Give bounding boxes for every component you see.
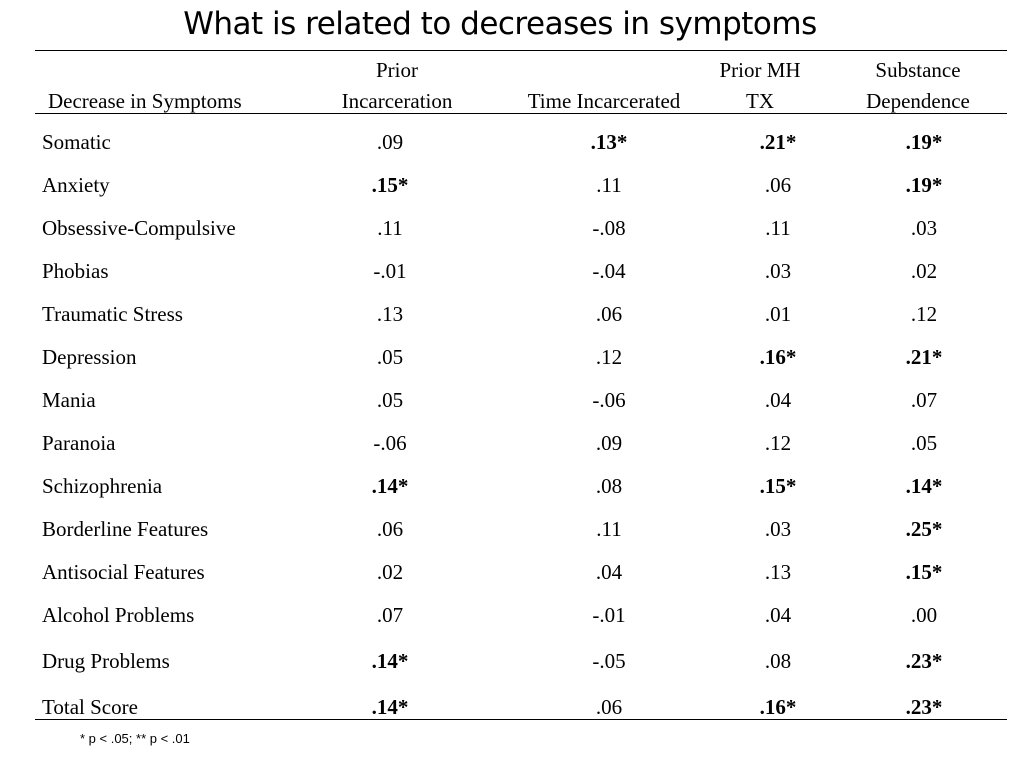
row-value: .02 xyxy=(910,259,938,283)
row-value: .00 xyxy=(910,603,938,627)
header-prior-incarceration-line2: Incarceration xyxy=(341,89,453,113)
row-value: .16* xyxy=(759,345,797,369)
row-value: .12 xyxy=(595,345,623,369)
row-value: .04 xyxy=(764,603,792,627)
slide-title: What is related to decreases in symptoms xyxy=(183,6,817,42)
row-value: .03 xyxy=(764,517,792,541)
table-row xyxy=(0,299,1024,329)
row-value: .14* xyxy=(371,695,409,719)
row-value: .07 xyxy=(910,388,938,412)
row-value: .06 xyxy=(595,695,623,719)
row-value: .23* xyxy=(905,695,943,719)
table-row xyxy=(0,256,1024,286)
row-value: .06 xyxy=(376,517,404,541)
row-label: Mania xyxy=(42,388,96,412)
row-value: .16* xyxy=(759,695,797,719)
row-value: -.06 xyxy=(373,431,407,455)
row-value: .25* xyxy=(905,517,943,541)
table-row xyxy=(0,600,1024,630)
table-row xyxy=(0,170,1024,200)
row-value: .08 xyxy=(764,649,792,673)
row-label: Depression xyxy=(42,345,137,369)
row-value: .03 xyxy=(764,259,792,283)
row-label: Drug Problems xyxy=(42,649,170,673)
row-label: Somatic xyxy=(42,130,111,154)
row-value: .06 xyxy=(595,302,623,326)
row-value: .07 xyxy=(376,603,404,627)
row-value: .21* xyxy=(905,345,943,369)
header-substance-dependence-line1: Substance xyxy=(875,58,961,82)
header-prior-incarceration-line1: Prior xyxy=(376,58,418,82)
row-value: .19* xyxy=(905,173,943,197)
header-substance-dependence xyxy=(838,55,998,117)
row-label: Borderline Features xyxy=(42,517,209,541)
row-value: .11 xyxy=(596,517,622,541)
row-value: .01 xyxy=(764,302,792,326)
row-value: .11 xyxy=(596,173,622,197)
header-substance-dependence-line2: Dependence xyxy=(866,89,970,113)
header-prior-incarceration xyxy=(297,55,497,117)
row-value: .14* xyxy=(371,649,409,673)
header-prior-mh-tx xyxy=(700,55,820,117)
table-row xyxy=(0,428,1024,458)
significance-footnote: * p < .05; ** p < .01 xyxy=(80,731,190,746)
row-value: -.05 xyxy=(592,649,626,673)
row-value: -.04 xyxy=(592,259,626,283)
row-label: Obsessive-Compulsive xyxy=(42,216,236,240)
header-time-incarcerated: Time Incarcerated xyxy=(527,89,681,113)
row-value: .09 xyxy=(595,431,623,455)
row-label: Antisocial Features xyxy=(42,560,205,584)
row-value: .11 xyxy=(377,216,403,240)
row-value: .12 xyxy=(910,302,938,326)
header-prior-mh-tx-line1: Prior MH xyxy=(719,58,801,82)
row-value: -.06 xyxy=(592,388,626,412)
row-value: .05 xyxy=(376,388,404,412)
row-value: .05 xyxy=(910,431,938,455)
header-decrease-in-symptoms: Decrease in Symptoms xyxy=(48,89,242,113)
row-value: .11 xyxy=(765,216,791,240)
row-label: Paranoia xyxy=(42,431,116,455)
row-value: .15* xyxy=(371,173,409,197)
row-value: .06 xyxy=(764,173,792,197)
row-value: -.01 xyxy=(592,603,626,627)
row-value: -.01 xyxy=(373,259,407,283)
row-value: .08 xyxy=(595,474,623,498)
row-value: .13 xyxy=(764,560,792,584)
table-row xyxy=(0,557,1024,587)
row-value: .05 xyxy=(376,345,404,369)
table-row xyxy=(0,514,1024,544)
table-row xyxy=(0,385,1024,415)
row-label: Total Score xyxy=(42,695,138,719)
table-row xyxy=(0,471,1024,501)
row-label: Schizophrenia xyxy=(42,474,163,498)
row-value: .09 xyxy=(376,130,404,154)
row-value: .14* xyxy=(371,474,409,498)
table-row xyxy=(0,342,1024,372)
row-value: -.08 xyxy=(592,216,626,240)
table-row xyxy=(0,213,1024,243)
table-row xyxy=(0,127,1024,157)
row-label: Phobias xyxy=(42,259,109,283)
row-value: .15* xyxy=(905,560,943,584)
row-value: .23* xyxy=(905,649,943,673)
row-value: .13 xyxy=(376,302,404,326)
row-value: .04 xyxy=(595,560,623,584)
row-value: .04 xyxy=(764,388,792,412)
row-value: .03 xyxy=(910,216,938,240)
row-value: .19* xyxy=(905,130,943,154)
row-value: .15* xyxy=(759,474,797,498)
header-prior-mh-tx-line2: TX xyxy=(746,89,774,113)
row-value: .21* xyxy=(759,130,797,154)
row-value: .14* xyxy=(905,474,943,498)
table-top-rule xyxy=(35,50,1007,51)
table-row xyxy=(0,692,1024,722)
row-label: Anxiety xyxy=(42,173,110,197)
row-label: Traumatic Stress xyxy=(42,302,183,326)
row-label: Alcohol Problems xyxy=(42,603,195,627)
table-row xyxy=(0,646,1024,676)
row-value: .13* xyxy=(590,130,628,154)
row-value: .02 xyxy=(376,560,404,584)
row-value: .12 xyxy=(764,431,792,455)
